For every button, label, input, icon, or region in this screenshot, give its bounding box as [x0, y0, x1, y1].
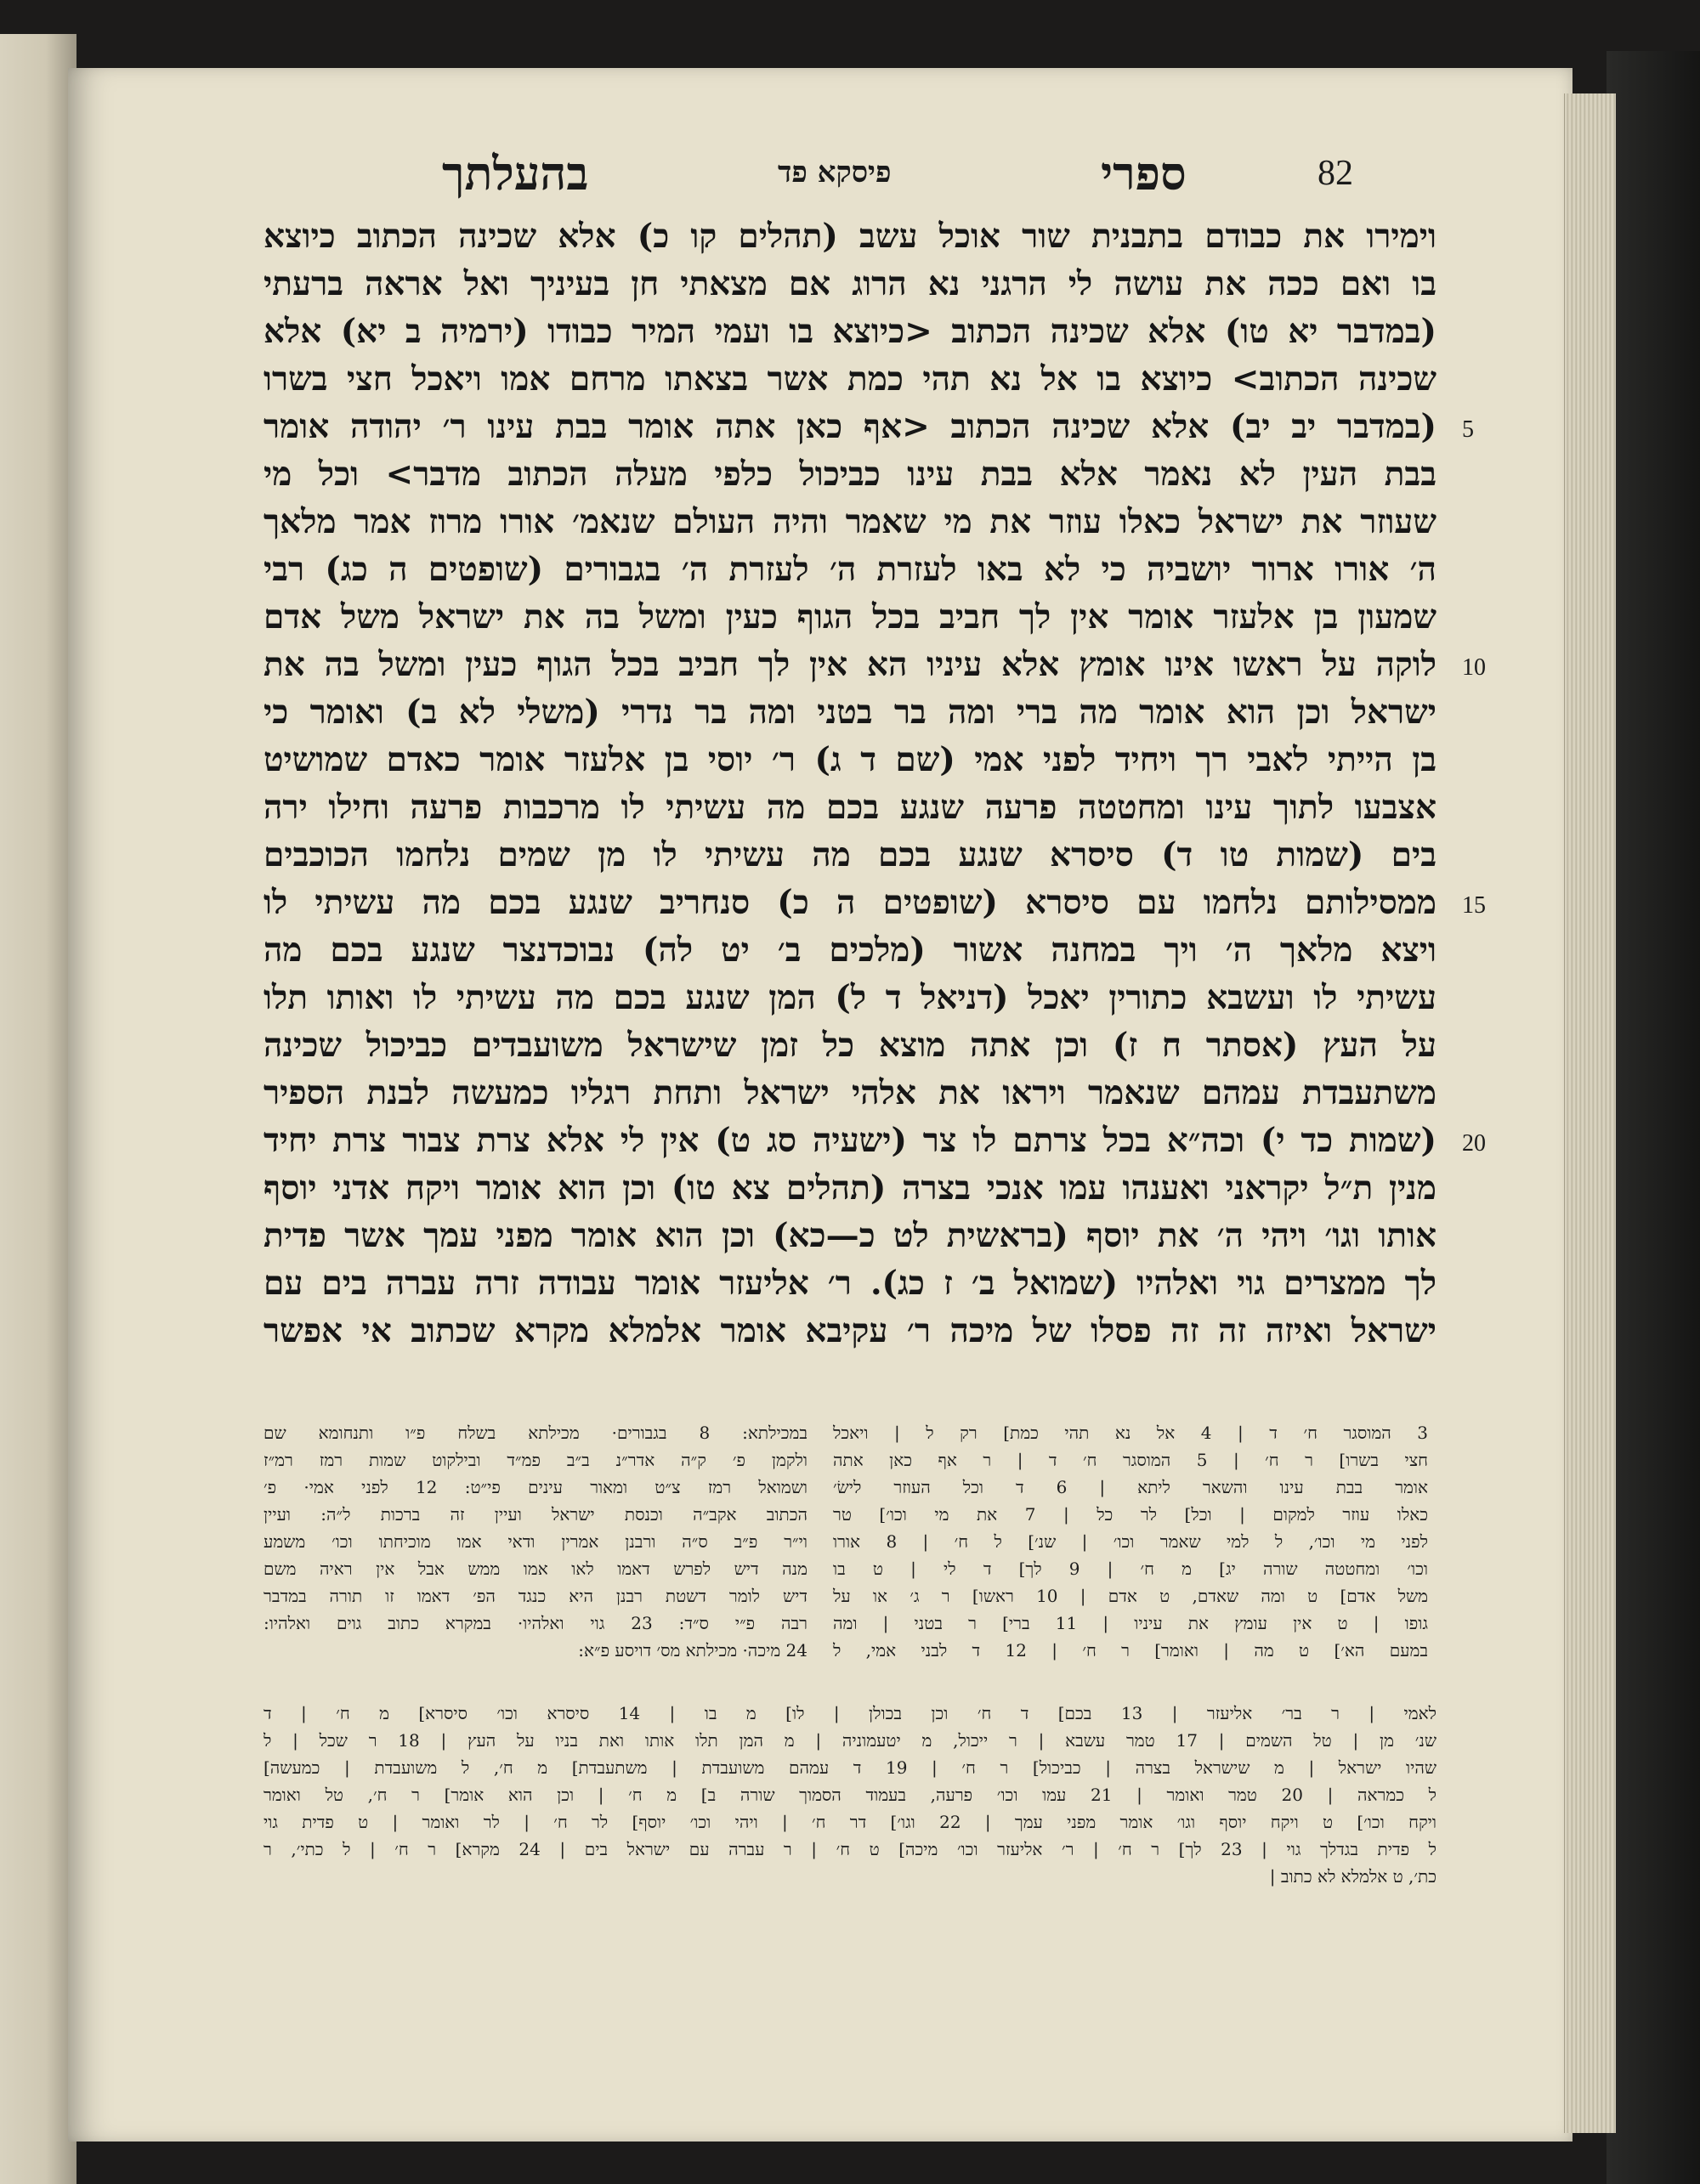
- text-line: ישראל ואיזה זה זה פסלו של מיכה ר׳ עקיבא אומר אלמלא מקרא שכתוב אי אפשר: [264, 1311, 1436, 1350]
- note-line: שהיו ישראל | מ שישראל בצרה | כביכול] ר ח׳ | 19 ד עמהם משועבדת | משתעבדת] מ ח׳, ל משועבדת | כמעשה]: [264, 1757, 1436, 1778]
- text-line: בו ואם ככה את עושה לי הרגני נא הרוג אם מצאתי חן בעיניך ואל אראה ברעתי: [264, 264, 1436, 303]
- note-line: ולקמן פ׳ ק״ה אדר״נ ב״ב פמ״ד ובילקוט שמות רמז רמ״ז: [264, 1450, 808, 1470]
- text-line: בים (שמות טו ד) סיסרא שנגע בכם מה עשיתי לו מן שמים נלחמו הכוכבים: [264, 835, 1436, 874]
- text-line: משתעבדת עמהם שנאמר ויראו את אלהי ישראל ותחת רגליו כמעשה לבנת הספיר: [264, 1073, 1436, 1112]
- line-number: 5: [1462, 416, 1474, 443]
- note-line: מנה דיש לפרש דאמו לאו אמו ממש אבל אין ראיה משם: [264, 1559, 808, 1579]
- parasha-title: בהעלתך: [442, 146, 589, 201]
- text-line: עשיתי לו ועשבא כתורין יאכל (דניאל ד ל) המן שנגע בכם מה עשיתי לו ואותו תלו: [264, 978, 1436, 1017]
- text-line: בבת העין לא נאמר אלא בבת עינו כביכול כלפי מעלה הכתוב מדבר> וכל מי: [264, 455, 1436, 494]
- note-line: ושמואל רמז צ״ט ומאור עינים פי״ט: 12 לפני אמי· פ׳: [264, 1477, 808, 1497]
- note-line: וכו׳ ומחטטה שורה יג] מ ח׳ | 9 לך] ד לי | ט בו: [833, 1559, 1428, 1579]
- text-line: מנין ת״ל יקראני ואענהו עמו אנכי בצרה (תהלים צא טו) וכן הוא אומר ויקח אדני יוסף: [264, 1168, 1436, 1208]
- note-line: הכתוב אקב״ה וכנסת ישראל ועיין זה ברכות ל״ה: ועיין: [264, 1504, 808, 1525]
- note-line: כאלו עוזר למקום | וכל] לר כל | 7 את מי וכו׳] טר: [833, 1504, 1428, 1525]
- text-line: לך ממצרים גוי ואלהיו (שמואל ב׳ ז כג). ר׳ אליעזר אומר עבודה זרה עברה בים עם: [264, 1264, 1436, 1303]
- book-page: [68, 68, 1572, 2142]
- note-line: גופו | ט אין עומץ את עיניו | 11 ברי] ר בטני | ומה: [833, 1613, 1428, 1633]
- page-block-edge: [1564, 93, 1616, 2133]
- text-line: ה׳ אורו ארור יושביה כי לא באו לעזרת ה׳ לעזרת ה׳ בגבורים (שופטים ה כג) רבי: [264, 550, 1436, 589]
- text-line: שעוזר את ישראל כאלו עוזר את מי שאמר והיה העולם שנאמ׳ אורו מרוז אמר מלאך: [264, 502, 1436, 541]
- note-line: אומר בבת עינו והשאר ליתא | 6 ד וכל העוזר לישׂ׳: [833, 1477, 1428, 1497]
- text-line: (במדבר יא טו) אלא שכינה הכתוב <כיוצא בו ועמי המיר כבודו (ירמיה ב יא) אלא: [264, 312, 1436, 351]
- note-line: שנ׳ מן | טל השמים | 17 טמר עשבא | ר ייכול, מ יטעמוניה | מ המן תלו אותו ואת בניו על העץ | 18 ר שכל | ל: [264, 1730, 1436, 1751]
- note-line: דיש לומר דשטת רבנן היא כנגד הפ׳ דאמו זו תורה במדבר: [264, 1586, 808, 1606]
- text-line: אצבעו לתוך עינו ומחטטה פרעה שנגע בכם מה עשיתי לו מרכבות פרעה וחילו ירה: [264, 788, 1436, 827]
- line-number: 10: [1462, 654, 1486, 681]
- line-number: 15: [1462, 892, 1486, 919]
- note-line: ל כמראה | 20 טמר ואומר | 21 עמו וכו׳ פרעה, בעמוד הסמוך שורה ב] מ ח׳ | וכן הוא אומר] ר ח׳, טל ואומר: [264, 1785, 1436, 1805]
- text-line: אותו וגו׳ ויהי ה׳ את יוסף (בראשית לט כ—כא) וכן הוא אומר מפני עמך אשר פדית: [264, 1216, 1436, 1255]
- note-line: כת׳, ט אלמלא לא כתוב |: [1269, 1866, 1436, 1887]
- note-line: ל פדית בגדלך גוי | 23 לך] ר ח׳ | ר׳ אליעזר וכו׳ מיכה] ט ח׳ | ר עברה עם ישראל בים | 24 מקרא] ר ח׳ | ל כתי׳, ר: [264, 1839, 1436, 1859]
- text-line: לוקה על ראשו אינו אומץ אלא עיניו הא אין לך חביב בכל הגוף כעין ומשל בה את: [264, 645, 1436, 684]
- text-line: ויצא מלאך ה׳ ויך במחנה אשור (מלכים ב׳ יט לה) נבוכדנצר שנגע בכם מה: [264, 931, 1436, 970]
- sources-notes: [264, 1419, 808, 1664]
- text-line: וימירו את כבודם בתבנית שור אוכל עשב (תהלים קו כ) אלא שכינה הכתוב כיוצא: [264, 217, 1436, 256]
- note-line: חצי בשרו] ר ח׳ | 5 המוסגר ח׳ ד | ר אף כאן אתה: [833, 1450, 1428, 1470]
- note-line: 24 מיכה· מכילתא מס׳ דויסע פ״א:: [578, 1640, 808, 1661]
- note-line: ויקח וכו׳] ט ויקח יוסף וגו׳ אומר מפני עמך | 22 וגו׳] דר ח׳ | ויהי וכו׳ יוסף] לר ח׳ | לר ואומר | ט פדית גוי: [264, 1812, 1436, 1832]
- text-line: ישראל וכן הוא אומר מה ברי ומה בר בטני ומה בר נדרי (משלי לא ב) ואומר כי: [264, 693, 1436, 732]
- note-line: במכילתא: 8 בגבורים· מכילתא בשלח פ״ו ותנחומא שם: [264, 1423, 808, 1443]
- piska-label: פיסקא פד: [778, 156, 892, 190]
- book-cover: [1606, 51, 1700, 2184]
- note-line: לפני מי וכו׳, ל למי שאמר וכו׳ | שנ׳] ל ח׳ | 8 אורו: [833, 1531, 1428, 1552]
- text-line: בן הייתי לאבי רך ויחיד לפני אמי (שם ד ג) ר׳ יוסי בן אלעזר אומר כאדם שמושיט: [264, 740, 1436, 779]
- note-line: 3 המוסגר ח׳ ד | 4 אל נא תהי כמת] רק ל | ויאכל: [833, 1423, 1428, 1443]
- page-number: 82: [1318, 154, 1353, 193]
- text-line: (שמות כד י) וכה״א בכל צרתם לו צר (ישעיה סג ט) אין לי אלא צרת צבור צרת יחיד: [264, 1121, 1436, 1160]
- note-line: רבה פ״י ס״ד: 23 גוי ואלהיו· במקרא כתוב גוים ואלהיו:: [264, 1613, 808, 1633]
- text-line: שכינה הכתוב> כיוצא בו אל נא תהי כמת אשר בצאתו מרחם אמו ויאכל חצי בשרו: [264, 359, 1436, 399]
- line-number: 20: [1462, 1130, 1486, 1157]
- note-line: לאמי | ר בר׳ אליעזר | 13 בכם] ד ח׳ וכן בכולן | לו] מ בו | 14 סיסרא וכו׳ סיסרא] מ ח׳ | ד: [264, 1703, 1436, 1723]
- main-text: [264, 212, 1436, 1355]
- variants-notes-continued: [264, 1700, 1436, 1890]
- note-line: וי״ר פ״ב ס״ה ורבנן אמרין ודאי אמו מוכיחתו וכו׳ משמע: [264, 1531, 808, 1552]
- note-line: במעם הא׳] ט מה | ואומר] ר ח׳ | 12 ד לבני אמי, ל: [833, 1640, 1428, 1661]
- book-title: ספרי: [1101, 146, 1187, 201]
- variants-notes: [833, 1419, 1428, 1664]
- text-line: על העץ (אסתר ח ז) וכן אתה מוצא כל זמן שישראל משועבדים כביכול שכינה: [264, 1026, 1436, 1065]
- text-line: (במדבר יב יב) אלא שכינה הכתוב <אף כאן אתה אומר בבת עינו ר׳ יהודה אומר: [264, 407, 1436, 446]
- facing-page-edge: [0, 34, 76, 2184]
- text-line: שמעון בן אלעזר אומר אין לך חביב בכל הגוף כעין ומשל בה את ישראל משל אדם: [264, 597, 1436, 637]
- note-line: משל אדם] ט ומה שאדם, ט אדם | 10 ראשו] ר ג׳ או על: [833, 1586, 1428, 1606]
- text-line: ממסילותם נלחמו עם סיסרא (שופטים ה כ) סנחריב שנגע בכם מה עשיתי לו: [264, 883, 1436, 922]
